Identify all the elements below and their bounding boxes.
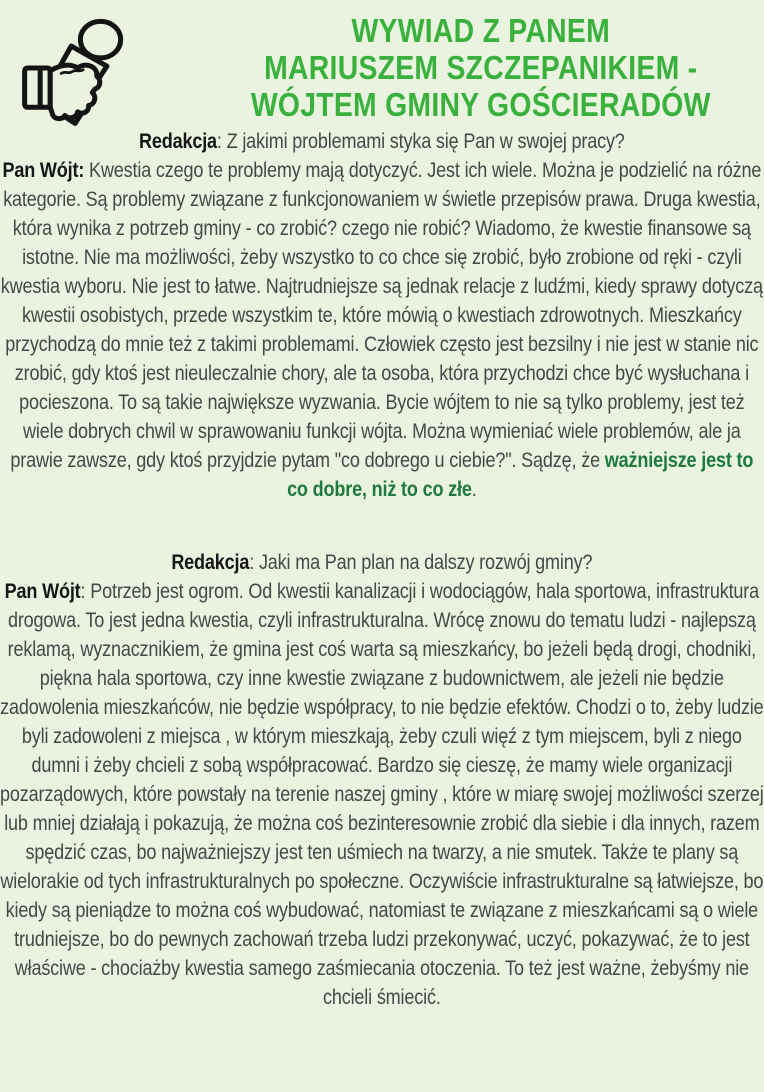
question-1 [0, 127, 764, 156]
title-line-3: WÓJTEM GMINY GOŚCIERADÓW [250, 86, 711, 123]
title-line-2: MARIUSZEM SZCZEPANIKIEM - [264, 49, 698, 86]
answer-1 [0, 156, 764, 504]
qa-block-2 [0, 548, 764, 1012]
answer-1-speaker: Pan Wójt: [2, 159, 85, 182]
content-column [0, 12, 764, 1012]
page-title [196, 12, 764, 123]
answer-2 [0, 577, 764, 1012]
question-1-speaker: Redakcja [138, 130, 217, 153]
answer-1-suffix: . [471, 478, 477, 501]
answer-2-text: : Potrzeb jest ogrom. Od kwestii kanalizacji i wodociągów, hala sportowa, infrastruktura drogowa. To jest jedna kwestia, czyli infrastrukturalna. Wrócę znowu do tematu ludzi - najlepszą reklamą, wyznacznikiem, że gmina jest coś warta są mieszkańcy, bo jeżeli będą drogi, chodniki, piękna hala sportowa, czy inne kwestie związane z budownictwem, ale jeżeli nie będzie zadowolenia mieszkańców, nie będzie współpracy, to nie będzie efektów. Chodzi o to, żeby ludzie byli zadowoleni z miejsca , w którym mieszkają, żeby czuli więź z tym miejscem, byli z niego dumni i żeby chcieli z sobą współpracować. Bardzo się cieszę, że mamy wiele organizacji pozarządowych, które powstały na terenie naszej gminy , które w miarę swojej możliwości szerzej lub mniej działają i pokazują, że można coś bezinteresownie zrobić dla siebie i dla innych, razem spędzić czas, bo najważniejszy jest ten uśmiech na twarzy, a nie smutek. Także te plany są wielorakie od tych infrastrukturalnych po społeczne. Oczywiście infrastrukturalne są łatwiejsze, bo kiedy są pieniądze to można coś wybudować, natomiast te związane z mieszkańcami są o wiele trudniejsze, bo do pewnych zachowań trzeba ludzi przekonywać, uczyć, pokazywać, że to jest właściwe - chociażby kwestia samego zaśmiecania otoczenia. To też jest ważne, żebyśmy nie chcieli śmiecić. [0, 580, 764, 1009]
interview-page [0, 12, 764, 1092]
answer-1-text: Kwestia czego te problemy mają dotyczyć. Jest ich wiele. Można je podzielić na różne kategorie. Są problemy związane z funkcjonowaniem w świetle przepisów prawa. Druga kwestia, która wynika z potrzeb gminy - co zrobić? czego nie robić? Wiadomo, że kwestie finansowe są istotne. Nie ma możliwości, żeby wszystko to co chce się zrobić, było zrobione od ręki - czyli kwestia wyboru. Nie jest to łatwe. Najtrudniejsze są jednak relacje z ludźmi, kiedy sprawy dotyczą kwestii osobistych, przede wszystkim te, które mówią o kwestiach zdrowotnych. Mieszkańcy przychodzą do mnie też z takimi problemami. Człowiek często jest bezsilny i nie jest w stanie nic zrobić, gdy ktoś jest nieuleczalnie chory, ale ta osoba, która przychodzi chce być wysłuchana i pocieszona. To są takie największe wyzwania. Bycie wójtem to nie są tylko problemy, jest też wiele dobrych chwil w sprawowaniu funkcji wójta. Można wymieniać wiele problemów, ale ja prawie zawsze, gdy ktoś przyjdzie pytam "co dobrego u ciebie?". Sądzę, że [0, 159, 763, 472]
question-2 [0, 548, 764, 577]
answer-1-emphasis: ważniejsze jest to co dobre, niż to co złe [287, 449, 754, 501]
question-2-text: : Jaki ma Pan plan na dalszy rozwój gminy? [249, 551, 593, 574]
answer-2-speaker: Pan Wójt [4, 580, 81, 603]
qa-block-1 [0, 127, 764, 504]
question-1-text: : Z jakimi problemami styka się Pan w swojej pracy? [216, 130, 625, 153]
title-line-1: WYWIAD Z PANEM [351, 12, 610, 49]
question-2-speaker: Redakcja [171, 551, 250, 574]
